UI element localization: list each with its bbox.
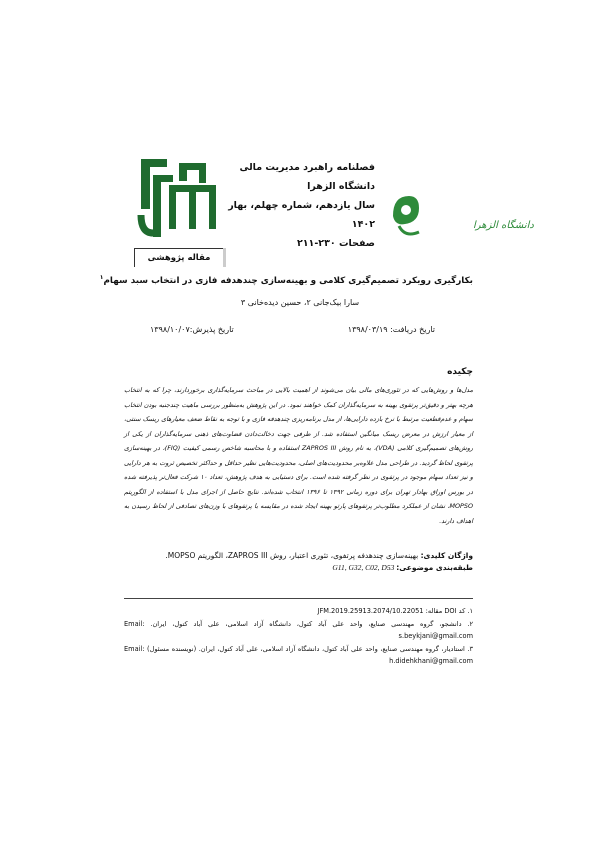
keywords-text: بهینه‌سازی چندهدفه پرتفوی، تئوری اعتبار، روش ZAPROS III، الگوریتم MOPSO. <box>165 551 421 560</box>
footnote-2: ۲. دانشجو، گروه مهندسی صنایع، واحد علی آباد کتول، دانشگاه آزاد اسلامی، علی آباد کتول، ایران. Email: s.beykjani@gmail.com <box>124 619 473 640</box>
title-footnote-marker: ۱ <box>99 274 104 281</box>
keywords-section <box>124 550 473 574</box>
jel-line <box>124 562 473 574</box>
keywords-label: واژگان کلیدی: <box>420 551 473 560</box>
journal-name: فصلنامه راهبرد مدیریت مالی <box>239 162 375 173</box>
article-type-label: مقاله پژوهشی <box>134 248 223 267</box>
issue-info: سال یازدهم، شماره چهلم، بهار ۱۴۰۲ <box>228 200 375 230</box>
jel-label: طبقه‌بندی موضوعی: <box>396 563 473 572</box>
title-text: بکارگیری رویکرد تصمیم‌گیری کلامی و بهینه‌سازی چندهدفه فازی در انتخاب سبد سهام <box>103 275 473 286</box>
accepted-date: تاریخ پذیرش:۱۳۹۸/۱۰/۰۷ <box>150 325 234 334</box>
university-name: دانشگاه الزهرا <box>307 181 375 192</box>
article-title <box>99 274 473 286</box>
footnotes <box>124 605 473 668</box>
author-list: سارا بیک‌جانی ۲، حسین دیده‌خانی ۳ <box>240 298 360 307</box>
svg-text:دانشگاه الزهرا: دانشگاه الزهرا <box>473 220 534 231</box>
footnote-divider <box>124 598 473 599</box>
abstract-body: مدل‌ها و روش‌هایی که در تئوری‌های مالی بیان می‌شوند از اهمیت بالایی در مباحث سرمایه‌گذاری برخوردارند، چرا که به انتخاب هرچه بهتر و دقیق‌تر پرتفوی بهینه به سرمایه‌گذاران کمک خواهند نمود. در این پژوهش به‌منظور بررسی ماهیت چندجنبه بودن انتخاب سهام و عدم‌قطعیت مرتبط با نرخ بازده دارایی‌ها، از مدل برنامه‌ریزی چندهدفه فازی و با توجه به نقاط ضعف معیارهای ریسک سنتی، از معیار ارزش در معرض ریسک میانگین استفاده شد. از طرفی جهت دخالت‌دادن قضاوت‌های ذهنی سرمایه‌گذاران از یکی از روش‌های تصمیم‌گیری کلامی (VDA)، به نام روش ZAPROS III استفاده و با محاسبه شاخص رسمی کیفیت (FIQ)، در بهینه‌سازی پرتفوی لحاظ گردید. در طراحی مدل علاوه‌بر محدودیت‌های اصلی، محدودیت‌هایی نظیر حداقل و حداکثر تخصیص ثروت به هر دارایی و نیز تعداد سهام موجود در پرتفوی در نظر گرفته شده است. برای دستیابی به هدف پژوهش، تعداد ۱۰ شرکت فعال‌تر پذیرفته شده در بورس اوراق بهادار تهران برای دوره زمانی ۱۳۹۲ تا ۱۳۹۶ انتخاب شده‌اند. نتایج حاصل از اجرای مدل با استفاده از الگوریتم MOPSO، نشان از عملکرد مطلوب‌تر پرتفوهای پارتو بهینه ایجاد شده در مقایسه با پرتفوهای با وزن‌های تصادفی از لحاظ رسیدن به اهداف دارند. <box>124 386 474 525</box>
footnote-3: ۳. استادیار، گروه مهندسی صنایع، واحد علی آباد کتول، دانشگاه آزاد اسلامی، علی آباد کتول، ایران. (نویسنده مسئول) Email: h.didehkhani@gmail.com <box>124 644 473 665</box>
page-range: صفحات ۲۳۰-۲۱۱ <box>296 238 375 249</box>
keywords-line <box>124 550 473 562</box>
footnote-1: ۱. کد DOI مقاله: 10.22051/JFM.2019.25913.2074 <box>317 607 473 615</box>
journal-header <box>225 158 375 253</box>
dates-row <box>150 325 435 334</box>
received-date: تاریخ دریافت: ۱۳۹۸/۰۳/۱۹ <box>347 325 435 334</box>
abstract-heading: چکیده <box>447 367 473 377</box>
jel-codes: G11, G32, C02, D53 <box>332 563 397 572</box>
jfm-logo <box>139 155 223 241</box>
alzahra-university-logo <box>385 186 534 246</box>
